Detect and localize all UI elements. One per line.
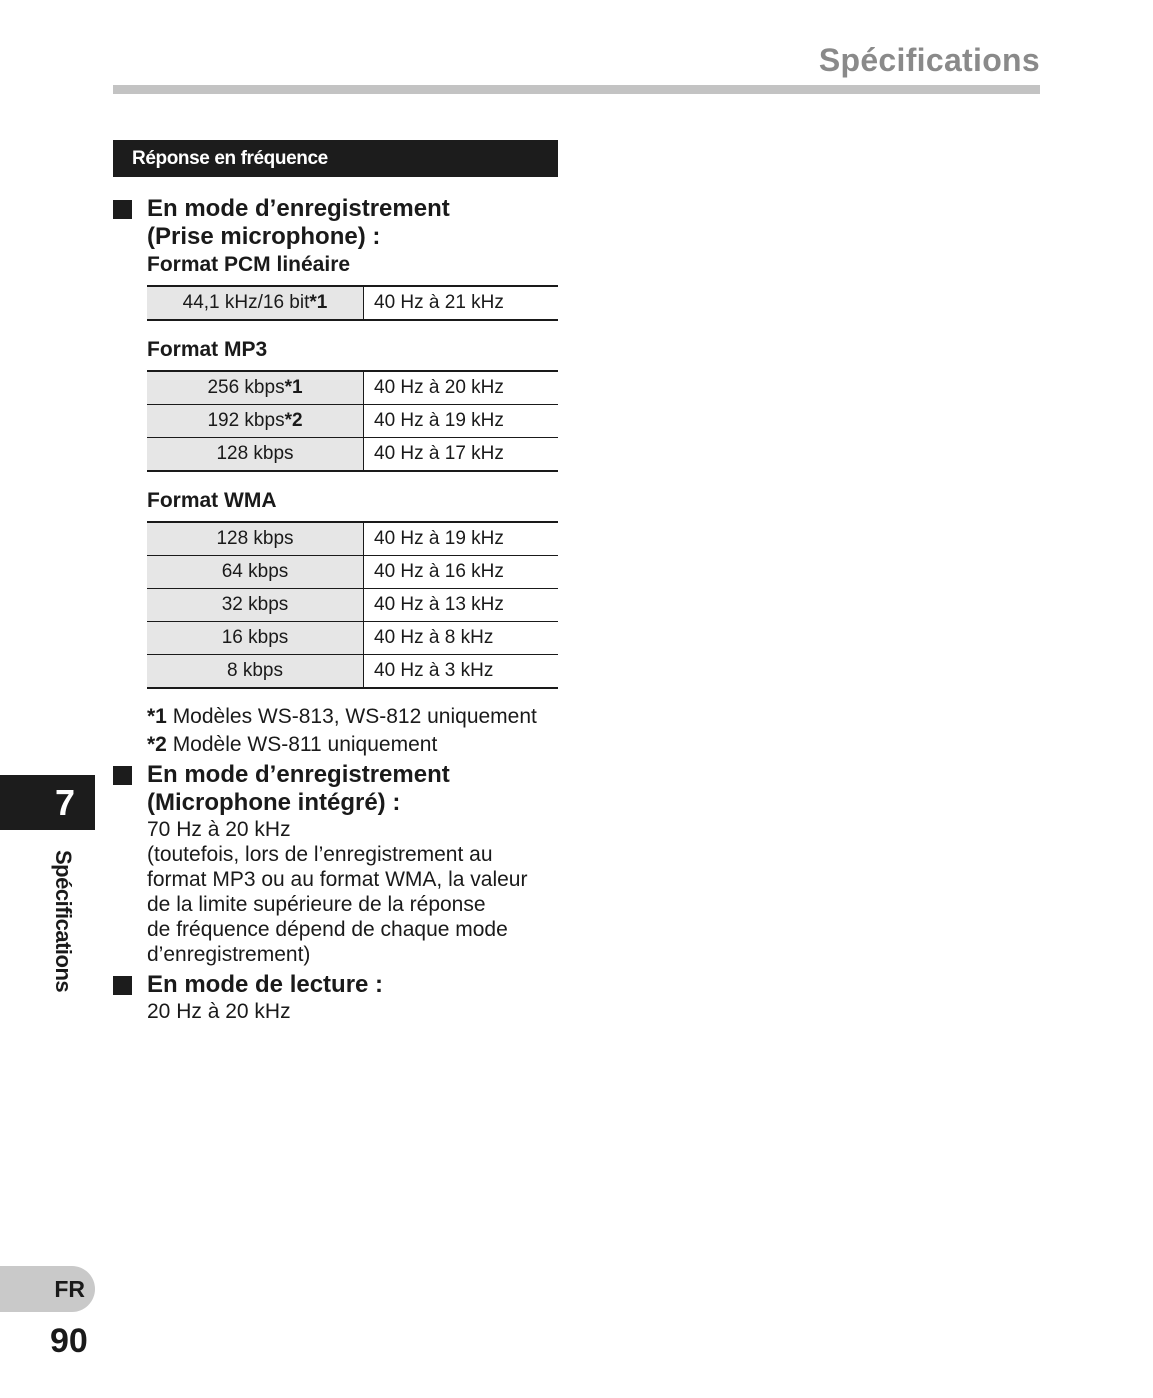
table-row [147, 371, 558, 405]
remark-line: de la limite supérieure de la réponse [147, 893, 486, 916]
mp3-table [147, 370, 558, 472]
mode-title-line1: En mode d’enregistrement [147, 761, 450, 788]
bullet-square-icon [113, 766, 132, 785]
header-rule [113, 85, 1040, 94]
mode-title-line1: En mode d’enregistrement [147, 195, 450, 222]
table-key-cell: 192 kbps*2 [147, 405, 364, 438]
mode-block-mic-jack [113, 195, 558, 759]
content-column [113, 195, 558, 1024]
mode-title: En mode de lecture : [147, 971, 384, 998]
table-value-cell: 40 Hz à 3 kHz [364, 655, 559, 689]
remark-line: format MP3 ou au format WMA, la valeur [147, 868, 528, 891]
table-value-cell: 40 Hz à 16 kHz [364, 556, 559, 589]
page-number: 90 [50, 1322, 88, 1360]
table-key-cell: 128 kbps [147, 522, 364, 556]
frequency-value: 20 Hz à 20 kHz [147, 1000, 291, 1023]
table-value-cell: 40 Hz à 19 kHz [364, 405, 559, 438]
format-title-pcm: Format PCM linéaire [147, 253, 351, 276]
table-key-cell: 128 kbps [147, 438, 364, 472]
table-row [147, 405, 558, 438]
table-row [147, 522, 558, 556]
section-banner: Réponse en fréquence [113, 140, 558, 177]
mode-block-playback [113, 971, 558, 1024]
chapter-side-label: Spécifications [51, 850, 76, 993]
table-key-cell: 64 kbps [147, 556, 364, 589]
format-title-wma: Format WMA [147, 489, 277, 512]
mode-block-builtin-mic [113, 761, 558, 967]
bullet-square-icon [113, 976, 132, 995]
table-value-cell: 40 Hz à 20 kHz [364, 371, 559, 405]
table-value-cell: 40 Hz à 13 kHz [364, 589, 559, 622]
table-key-cell: 256 kbps*1 [147, 371, 364, 405]
wma-table [147, 521, 558, 689]
page-header-title: Spécifications [818, 42, 1040, 78]
table-key-cell: 16 kbps [147, 622, 364, 655]
table-row [147, 655, 558, 689]
remark-line: d’enregistrement) [147, 943, 311, 966]
remark-line: de fréquence dépend de chaque mode [147, 918, 508, 941]
footnote: *2 Modèle WS-811 uniquement [147, 733, 438, 756]
table-row [147, 286, 558, 320]
mode-title-line2: (Prise microphone) : [147, 223, 381, 250]
format-title-mp3: Format MP3 [147, 338, 268, 361]
footnote: *1 Modèles WS-813, WS-812 uniquement [147, 705, 537, 728]
table-value-cell: 40 Hz à 17 kHz [364, 438, 559, 472]
table-key-cell: 32 kbps [147, 589, 364, 622]
table-row [147, 622, 558, 655]
table-key-cell: 44,1 kHz/16 bit*1 [147, 286, 364, 320]
bullet-square-icon [113, 200, 132, 219]
table-value-cell: 40 Hz à 8 kHz [364, 622, 559, 655]
mode-title-line2: (Microphone intégré) : [147, 789, 401, 816]
table-row [147, 556, 558, 589]
pcm-table [147, 285, 558, 321]
table-value-cell: 40 Hz à 19 kHz [364, 522, 559, 556]
remark-line: (toutefois, lors de l’enregistrement au [147, 843, 493, 866]
chapter-number-tab: 7 [0, 775, 95, 830]
table-value-cell: 40 Hz à 21 kHz [364, 286, 559, 320]
language-tab: FR [0, 1266, 95, 1312]
frequency-value: 70 Hz à 20 kHz [147, 818, 291, 841]
table-row [147, 589, 558, 622]
table-row [147, 438, 558, 472]
table-key-cell: 8 kbps [147, 655, 364, 689]
